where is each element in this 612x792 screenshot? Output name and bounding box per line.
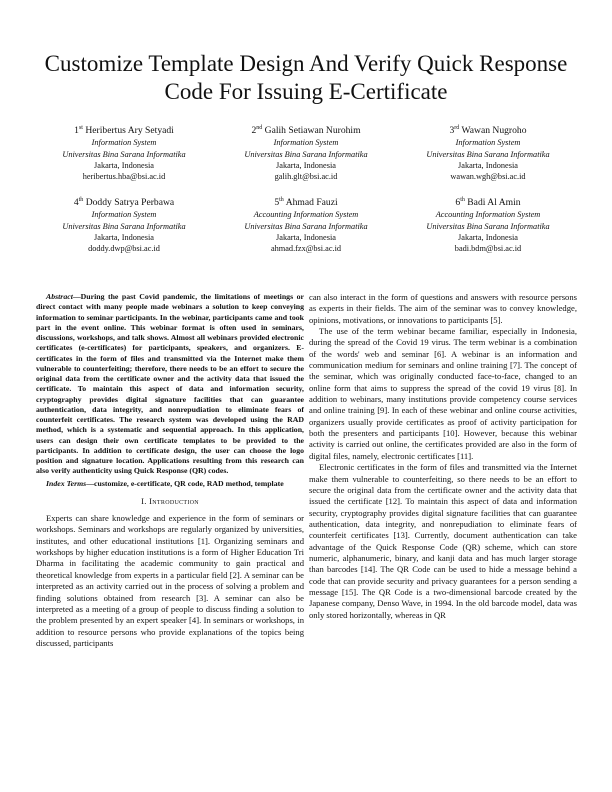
author-2-name: Galih Setiawan Nurohim bbox=[264, 125, 361, 137]
author-5-number: 5 bbox=[274, 197, 280, 209]
index-terms bbox=[36, 479, 304, 489]
abstract bbox=[36, 292, 304, 477]
right-column bbox=[309, 292, 577, 621]
author-2-email: galih.glt@bsi.ac.id bbox=[274, 172, 338, 182]
author-5-university: Universitas Bina Sarana Informatika bbox=[244, 221, 368, 231]
author-4 bbox=[36, 194, 212, 255]
author-3-name: Wawan Nugroho bbox=[461, 125, 527, 137]
author-4-ordinal: th bbox=[78, 197, 84, 203]
author-6-email: badi.bdm@bsi.ac.id bbox=[454, 244, 522, 254]
author-4-department: Information System bbox=[91, 210, 157, 220]
author-1-email: heribertus.hba@bsi.ac.id bbox=[82, 172, 166, 182]
index-terms-label: Index Terms bbox=[46, 478, 87, 488]
abstract-label: Abstract bbox=[46, 292, 73, 301]
author-2 bbox=[218, 122, 394, 183]
author-3 bbox=[400, 122, 576, 183]
author-6-university: Universitas Bina Sarana Informatika bbox=[426, 221, 550, 231]
author-6-ordinal: th bbox=[460, 197, 465, 203]
abstract-text: —During the past Covid pandemic, the limitations of meetings or direct contact with many people made webinars a solution to keep conveying information to seminar participants. In the webinar, participants came and took part in the event online. This webinar format is often used in seminars, discussions, workshops, and talk shows. Almost all webinars provided electronic certificates (e-certificates) for participants, speakers, and organizers. E-certificates in the form of files and transmitted via the Internet make them vulnerable to counterfeiting; therefore, there needs to be an effort to secure the original data from the certificate owner and the activity data that issued the certificate. To maintain this aspect of data and information security, cryptography provides digital signature facilities that can guarantee authentication, data integrity, and nonrepudiation to eliminate fears of counterfeit certificates. The research system was developed using the RAD method, which is a systematic and sequential approach. In this application, users can design their own certificate templates to be provided to the participants. In addition to certificate design, the user can choose the logo position and signature location. Applications resulting from this research can also verify authenticity using Quick Response (QR) codes. bbox=[36, 292, 304, 476]
body-paragraph: The use of the term webinar became familiar, especially in Indonesia, during the spread of the Covid 19 virus. The term webinar is a combination of the words' web and seminar [6]. A webinar is an information and communication medium for seminars and online training [7]. The concept of the seminar, which was originally conducted face-to-face, changed to an online form that aims to suppress the spread of the covid 19 virus [8]. In addition to webinars, many institutions provide competency course services and online training [9]. In each of these webinar and online course activities, organizers usually provide certificates as proof of activity participation for both the presenters and participants [10]. However, because this webinar activity is carried out online, the certificates provided are also in the form of digital files, namely, electronic certificates [11]. bbox=[309, 326, 577, 461]
author-5-email: ahmad.fzx@bsi.ac.id bbox=[270, 244, 342, 254]
index-terms-text: —customize, e-certificate, QR code, RAD method, template bbox=[86, 478, 284, 488]
author-4-university: Universitas Bina Sarana Informatika bbox=[62, 221, 186, 231]
author-4-number: 4 bbox=[73, 197, 79, 209]
author-4-email: doddy.dwp@bsi.ac.id bbox=[88, 244, 160, 254]
author-5-name: Ahmad Fauzi bbox=[285, 197, 338, 209]
author-1-university: Universitas Bina Sarana Informatika bbox=[62, 149, 186, 159]
body-paragraph: can also interact in the form of questions and answers with resource persons as experts in their fields. The aim of the seminar was to convey knowledge, opinions, motivations, or innovations to participants [5]. bbox=[309, 292, 577, 325]
author-1 bbox=[36, 122, 212, 183]
author-5-ordinal: th bbox=[279, 197, 284, 203]
author-2-department: Information System bbox=[273, 138, 339, 148]
author-4-name: Doddy Satrya Perbawa bbox=[85, 197, 175, 209]
author-3-university: Universitas Bina Sarana Informatika bbox=[426, 149, 550, 159]
author-2-ordinal: nd bbox=[256, 125, 263, 131]
body-paragraph: Experts can share knowledge and experience in the form of seminars or workshops. Seminars and workshops are regularly organized by universities, institutes, and other educational institutions [1]. Organizing seminars and workshops by higher education institutions is a form of Higher Education Tri Dharma in facilitating the academic community to gain practical and theoretical knowledge from experts in a particular field [2]. A seminar can be interpreted as an activity carried out in the process of solving a problem and finding solutions obtained from research [3]. A seminar can also be interpreted as a meeting of a group of people to discuss finding a solution to the problem presented by an expert speaker [4]. In seminars or workshops, in addition to resource persons who provide explanations of the topics being discussed, participants bbox=[36, 513, 304, 648]
paper-title: Customize Template Design And Verify Quick Response Code For Issuing E-Certificate bbox=[44, 51, 568, 104]
author-1-number: 1 bbox=[74, 125, 79, 137]
author-1-department: Information System bbox=[91, 138, 157, 148]
author-1-name: Heribertus Ary Setyadi bbox=[85, 125, 174, 137]
author-5-city: Jakarta, Indonesia bbox=[276, 233, 336, 242]
author-4-city: Jakarta, Indonesia bbox=[94, 233, 154, 242]
left-column bbox=[36, 292, 304, 649]
author-6-number: 6 bbox=[455, 197, 461, 209]
author-6-name: Badi Al Amin bbox=[467, 197, 521, 209]
author-2-number: 2 bbox=[251, 125, 257, 137]
author-1-city: Jakarta, Indonesia bbox=[94, 161, 154, 170]
author-5 bbox=[218, 194, 394, 255]
author-2-city: Jakarta, Indonesia bbox=[276, 161, 336, 170]
author-3-department: Information System bbox=[455, 138, 521, 148]
author-3-ordinal: rd bbox=[454, 125, 460, 131]
section-title: Introduction bbox=[149, 495, 199, 506]
section-number: I. bbox=[141, 495, 147, 506]
author-3-city: Jakarta, Indonesia bbox=[458, 161, 518, 170]
author-6-department: Accounting Information System bbox=[435, 210, 541, 220]
author-3-number: 3 bbox=[449, 125, 455, 137]
author-6 bbox=[400, 194, 576, 255]
author-2-university: Universitas Bina Sarana Informatika bbox=[244, 149, 368, 159]
author-3-email: wawan.wgh@bsi.ac.id bbox=[450, 172, 526, 182]
author-1-ordinal: st bbox=[78, 125, 83, 131]
body-paragraph: Electronic certificates in the form of files and transmitted via the Internet make them vulnerable to counterfeiting, so there needs to be an effort to secure the original data from the certificate owner and the activity data that issued the certificate [12]. To maintain this aspect of data and information security, cryptography provides digital signature facilities that can guarantee authentication, data integrity, and nonrepudiation to eliminate fears of counterfeit certificates [13]. Currently, document authentication can take advantage of the Quick Response Code (QR) scheme, which can store numeric, alphanumeric, binary, and kanji data and has much larger storage than barcodes [14]. The QR Code can be used to hide a message behind a code that can provide security and privacy guarantees for a person sending a message [15]. The QR Code is a two-dimensional barcode created by the Japanese company, Denso Wave, in 1994. In the old barcode model, data was only stored horizontally, whereas in QR bbox=[309, 462, 577, 620]
author-5-department: Accounting Information System bbox=[253, 210, 359, 220]
section-heading-introduction bbox=[36, 496, 304, 507]
author-6-city: Jakarta, Indonesia bbox=[458, 233, 518, 242]
